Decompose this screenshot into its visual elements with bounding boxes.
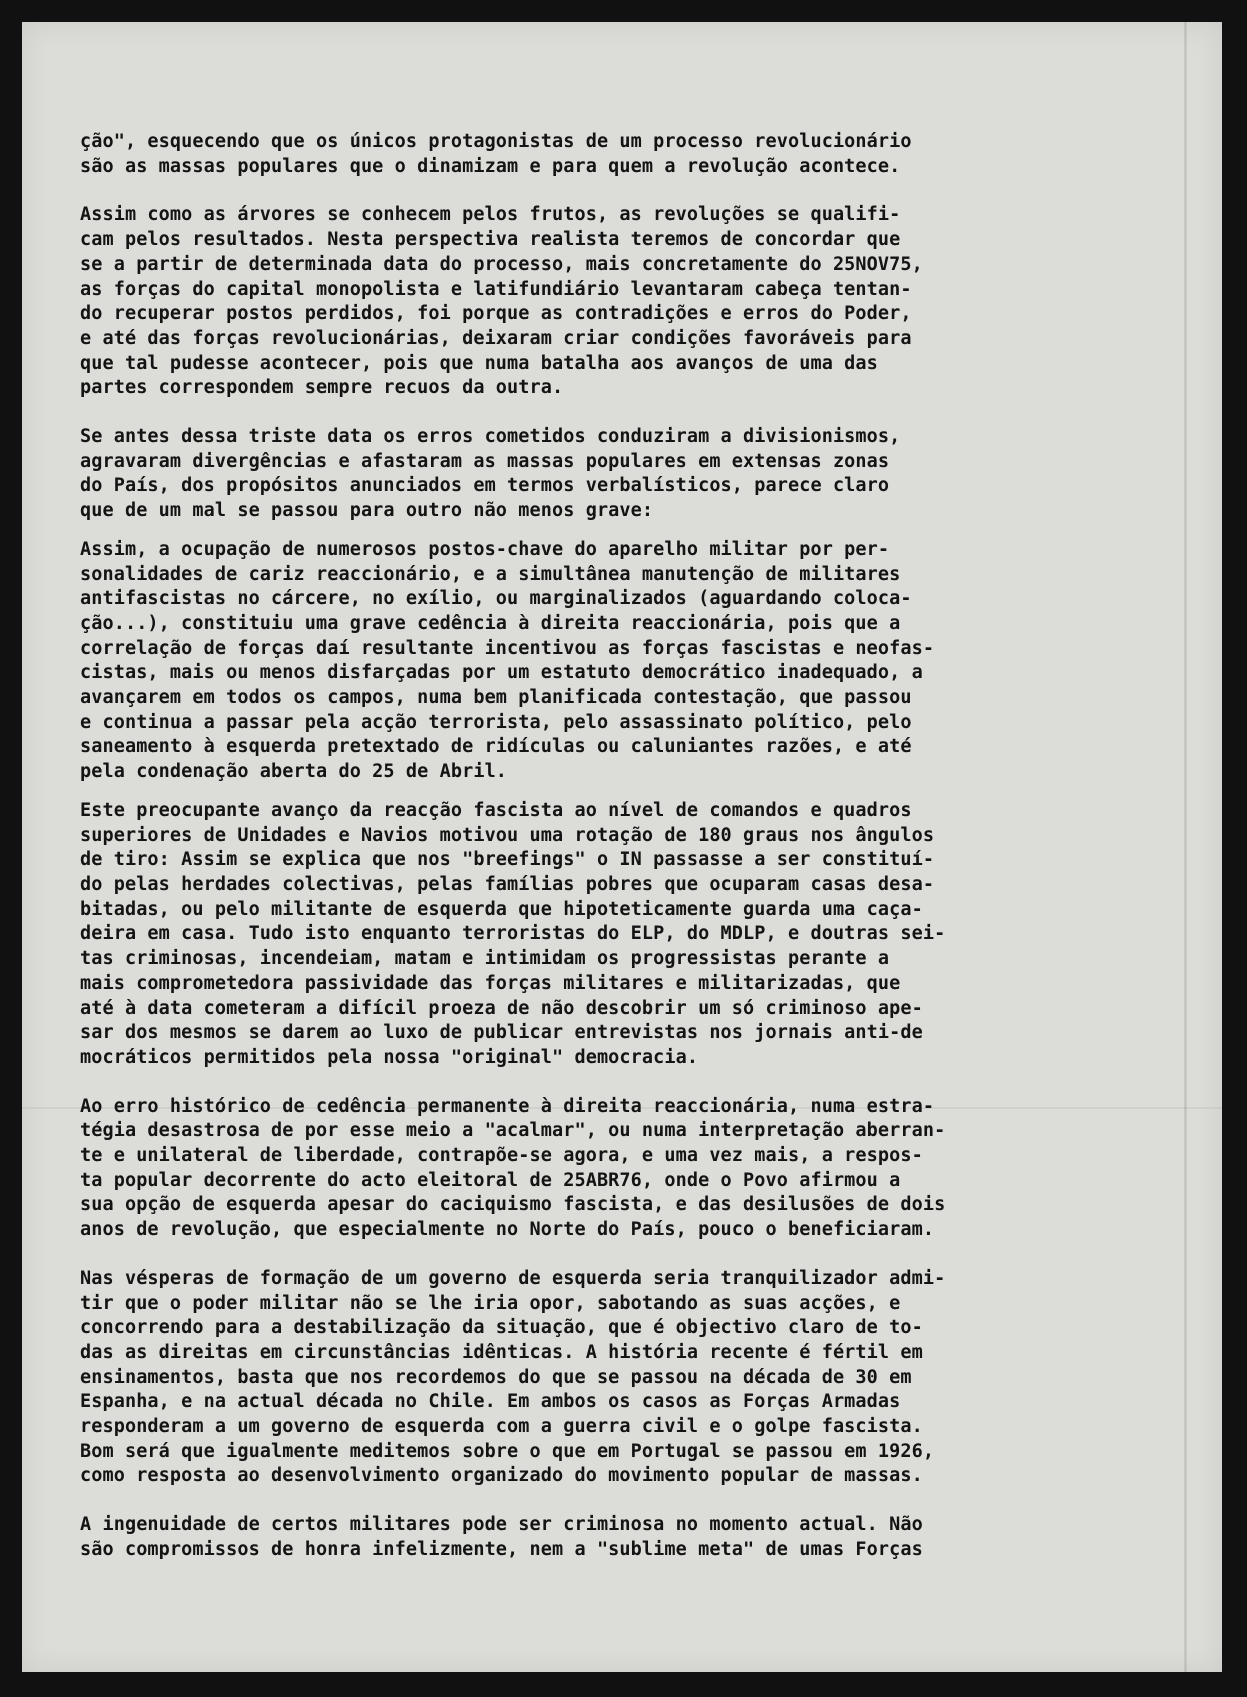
text-line: correlação de forças daí resultante incentivou as forças fascistas e neofas- <box>80 637 935 659</box>
text-line: Bom será que igualmente meditemos sobre o que em Portugal se passou em 1926, <box>80 1440 935 1462</box>
text-line: cam pelos resultados. Nesta perspectiva realista teremos de concordar que <box>80 229 901 251</box>
text-line: as forças do capital monopolista e latifundiário levantaram cabeça tentan- <box>80 278 912 300</box>
text-line: tégia desastrosa de por esse meio a "acalmar", ou numa interpretação aberran- <box>80 1120 946 1142</box>
text-line: Ao erro histórico de cedência permanente à direita reaccionária, numa estra- <box>80 1095 935 1117</box>
text-line: Nas vésperas de formação de um governo de esquerda seria tranquilizador admi- <box>80 1267 946 1289</box>
text-line: tas criminosas, incendeiam, matam e intimidam os progressistas perante a <box>80 948 890 970</box>
text-line: pela condenação aberta do 25 de Abril. <box>80 761 508 783</box>
text-line: que tal pudesse acontecer, pois que numa batalha aos avanços de uma das <box>80 352 878 374</box>
text-line: superiores de Unidades e Navios motivou uma rotação de 180 graus nos ângulos <box>80 824 935 846</box>
paragraph <box>80 538 1142 785</box>
text-line: te e unilateral de liberdade, contrapõe-se agora, e uma vez mais, a respos- <box>80 1145 923 1167</box>
paragraph <box>80 425 1142 524</box>
paragraph <box>80 1513 1142 1562</box>
text-line: tir que o poder militar não se lhe iria opor, sabotando as suas acções, e <box>80 1292 901 1314</box>
text-line: bitadas, ou pelo militante de esquerda que hipoteticamente guarda uma caça- <box>80 898 923 920</box>
paragraph <box>80 799 1142 1071</box>
text-line: se a partir de determinada data do processo, mais concretamente do 25NOV75, <box>80 253 923 275</box>
text-line: mais comprometedora passividade das forças militares e militarizadas, que <box>80 972 901 994</box>
text-line: Este preocupante avanço da reacção fascista ao nível de comandos e quadros <box>80 799 912 821</box>
text-line: anos de revolução, que especialmente no Norte do País, pouco o beneficiaram. <box>80 1219 935 1241</box>
text-line: ta popular decorrente do acto eleitoral de 25ABR76, onde o Povo afirmou a <box>80 1169 901 1191</box>
paragraph <box>80 1267 1142 1489</box>
text-line: Assim como as árvores se conhecem pelos frutos, as revoluções se qualifi- <box>80 204 901 226</box>
text-line: saneamento à esquerda pretextado de ridículas ou caluniantes razões, e até <box>80 736 912 758</box>
text-line: cistas, mais ou menos disfarçadas por um estatuto democrático inadequado, a <box>80 662 923 684</box>
text-line: partes correspondem sempre recuos da outra. <box>80 377 564 399</box>
text-line: Espanha, e na actual década no Chile. Em ambos os casos as Forças Armadas <box>80 1391 901 1413</box>
text-line: ção...), constituiu uma grave cedência à direita reaccionária, pois que a <box>80 612 901 634</box>
text-line: até à data cometeram a difícil proeza de não descobrir um só criminoso ape- <box>80 997 923 1019</box>
text-line: mocráticos permitidos pela nossa "original" democracia. <box>80 1046 699 1068</box>
text-line: e até das forças revolucionárias, deixaram criar condições favoráveis para <box>80 327 912 349</box>
paragraph <box>80 130 1142 179</box>
paragraph <box>80 1095 1142 1243</box>
text-line: e continua a passar pela acção terrorista, pelo assassinato político, pelo <box>80 711 912 733</box>
text-line: Assim, a ocupação de numerosos postos-chave do aparelho militar por per- <box>80 538 890 560</box>
text-line: responderam a um governo de esquerda com a guerra civil e o golpe fascista. <box>80 1416 923 1438</box>
text-line: antifascistas no cárcere, no exílio, ou marginalizados (aguardando coloca- <box>80 588 912 610</box>
text-line: do pelas herdades colectivas, pelas famílias pobres que ocuparam casas desa- <box>80 873 935 895</box>
text-line: que de um mal se passou para outro não menos grave: <box>80 500 654 522</box>
text-line: ensinamentos, basta que nos recordemos do que se passou na década de 30 em <box>80 1366 912 1388</box>
text-line: do País, dos propósitos anunciados em termos verbalísticos, parece claro <box>80 475 890 497</box>
text-line: de tiro: Assim se explica que nos "breefings" o IN passasse a ser constituí- <box>80 849 935 871</box>
text-line: Se antes dessa triste data os erros cometidos conduziram a divisionismos, <box>80 426 901 448</box>
text-line: deira em casa. Tudo isto enquanto terroristas do ELP, do MDLP, e doutras sei- <box>80 923 946 945</box>
text-line: como resposta ao desenvolvimento organizado do movimento popular de massas. <box>80 1465 923 1487</box>
text-line: do recuperar postos perdidos, foi porque as contradições e erros do Poder, <box>80 303 912 325</box>
text-line: A ingenuidade de certos militares pode ser criminosa no momento actual. Não <box>80 1514 923 1536</box>
text-line: são compromissos de honra infelizmente, nem a "sublime meta" de umas Forças <box>80 1538 923 1560</box>
paragraph <box>80 203 1142 401</box>
text-line: sonalidades de cariz reaccionário, e a simultânea manutenção de militares <box>80 563 901 585</box>
text-line: agravaram divergências e afastaram as massas populares em extensas zonas <box>80 450 890 472</box>
text-line: avançarem em todos os campos, numa bem planificada contestação, que passou <box>80 687 912 709</box>
text-line: ção", esquecendo que os únicos protagonistas de um processo revolucionário <box>80 131 912 152</box>
fold-crease-vertical <box>1184 22 1187 1672</box>
text-line: são as massas populares que o dinamizam e para quem a revolução acontece. <box>80 155 901 177</box>
text-line: das as direitas em circunstâncias idênticas. A história recente é fértil em <box>80 1341 923 1363</box>
text-line: sua opção de esquerda apesar do caciquismo fascista, e das desilusões de dois <box>80 1194 946 1216</box>
text-line: sar dos mesmos se darem ao luxo de publicar entrevistas nos jornais anti-de <box>80 1022 923 1044</box>
typewritten-body <box>80 130 1142 1587</box>
text-line: concorrendo para a destabilização da situação, que é objectivo claro de to- <box>80 1317 923 1339</box>
